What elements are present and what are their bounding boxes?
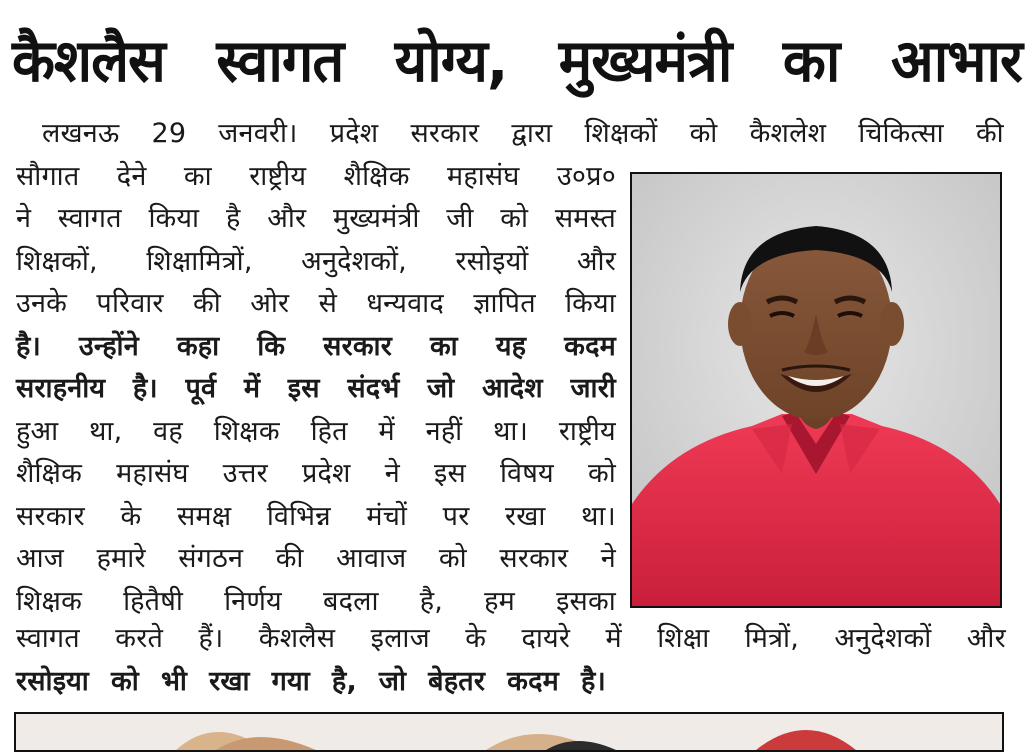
article-word: शिक्षकों, — [16, 246, 98, 277]
article-word: राष्ट्रीय — [558, 416, 616, 447]
article-word: विभिन्न — [266, 501, 331, 532]
article-word: शिक्षा — [657, 623, 710, 654]
article-word: उन्होंने — [78, 331, 139, 362]
article-word: देने — [116, 161, 147, 192]
article-word: को — [689, 118, 718, 149]
article-word: हुआ — [16, 416, 59, 447]
headline-word: कैशलैस — [12, 27, 165, 96]
article-word: में — [605, 623, 622, 654]
article-word: के — [120, 501, 142, 532]
article-word: सरकार — [16, 501, 85, 532]
article-word: ने — [600, 543, 616, 574]
article-word: संदर्भ — [347, 373, 400, 404]
article-line — [16, 454, 616, 494]
article-word: है। — [580, 666, 606, 697]
article-word: हितैषी — [123, 586, 184, 617]
article-line — [16, 412, 616, 452]
article-word: रसोइया — [16, 666, 89, 697]
article-word: कहा — [176, 331, 220, 362]
article-word: पर — [442, 501, 470, 532]
article-word: किया — [565, 288, 616, 319]
article-word: था। — [581, 501, 616, 532]
article-line — [16, 497, 616, 537]
article-word: की — [975, 118, 1004, 149]
article-word: आदेश — [481, 373, 543, 404]
article-word: का — [183, 161, 212, 192]
article-word: रखा — [209, 666, 250, 697]
article-word: हित — [310, 416, 348, 447]
article-word: शिक्षक — [213, 416, 280, 447]
article-word: कैशलेश — [749, 118, 827, 149]
article-word: लखनऊ — [42, 118, 120, 149]
article-line — [16, 582, 616, 622]
article-word: सरकार — [323, 331, 392, 362]
headline-word: आभार — [890, 27, 1022, 96]
article-word: महासंघ — [447, 161, 520, 192]
article-word: यह — [495, 331, 527, 362]
article-word: संगठन — [178, 543, 244, 574]
article-word: स्वागत — [16, 623, 80, 654]
article-word: 29 — [151, 118, 187, 149]
article-word: आज — [16, 543, 65, 574]
article-word: नहीं — [425, 416, 463, 447]
headline-word: का — [782, 27, 840, 96]
article-word: कि — [257, 331, 286, 362]
article-word: था, — [89, 416, 123, 447]
article-word: सरकार — [410, 118, 480, 149]
portrait-illustration — [632, 174, 1000, 606]
article-word: निर्णय — [224, 586, 282, 617]
article-word: जो — [427, 373, 455, 404]
article-word: शैक्षिक — [343, 161, 410, 192]
article-word: है, — [419, 586, 444, 617]
article-word: और — [576, 246, 616, 277]
article-word: इस — [434, 458, 466, 489]
article-word: प्रदेश — [301, 458, 351, 489]
bottom-photo-illustration — [16, 714, 1002, 750]
article-word: उ०प्र० — [556, 161, 616, 192]
article-word: भी — [160, 666, 188, 697]
article-word: किया — [148, 203, 200, 234]
article-word: मुख्यमंत्री — [332, 203, 420, 234]
article-word: करते — [115, 623, 164, 654]
article-word: जो — [378, 666, 407, 697]
article-word: के — [465, 623, 487, 654]
article-line — [16, 539, 616, 579]
article-word: शैक्षिक — [16, 458, 83, 489]
headline-word: स्वागत — [216, 27, 344, 96]
article-word: शिक्षकों — [584, 118, 658, 149]
article-word: कदम — [507, 666, 559, 697]
article-word: उत्तर — [222, 458, 268, 489]
article-word: और — [966, 623, 1006, 654]
article-word: कैशलैस — [258, 623, 336, 654]
article-word: ओर — [250, 288, 290, 319]
article-word: मंचों — [366, 501, 408, 532]
article-word: बेहतर — [428, 666, 486, 697]
article-word: हैं। — [198, 623, 224, 654]
article-word: है। — [16, 331, 41, 362]
article-word: परिवार — [96, 288, 164, 319]
article-word: रखा — [505, 501, 546, 532]
article-word: प्रदेश — [329, 118, 379, 149]
bottom-photo-strip — [14, 712, 1004, 752]
article-word: समक्ष — [176, 501, 232, 532]
article-word: हमारे — [96, 543, 146, 574]
article-line — [16, 327, 616, 367]
article-word: जनवरी। — [218, 118, 298, 149]
article-word: राष्ट्रीय — [249, 161, 307, 192]
article-word: अनुदेशकों — [834, 623, 932, 654]
article-word: ज्ञापित — [473, 288, 536, 319]
article-line — [16, 619, 1006, 659]
article-word: है — [225, 203, 241, 234]
article-line — [16, 157, 616, 197]
article-line — [16, 369, 616, 409]
article-word: हम — [484, 586, 516, 617]
article-word: जी — [446, 203, 474, 234]
article-word: गया — [271, 666, 310, 697]
headline-word: मुख्यमंत्री — [558, 27, 732, 96]
article-word: को — [500, 203, 529, 234]
article-word: स्वागत — [57, 203, 122, 234]
article-word: रसोइयों — [455, 246, 529, 277]
article-word: की — [192, 288, 221, 319]
article-word: है, — [331, 666, 357, 697]
article-word: शिक्षक — [16, 586, 83, 617]
article-word: वह — [153, 416, 183, 447]
article-word: इलाज — [370, 623, 430, 654]
article-word: सराहनीय — [16, 373, 106, 404]
article-word: जारी — [570, 373, 616, 404]
portrait-photo — [630, 172, 1002, 608]
article-word: कदम — [564, 331, 616, 362]
article-line — [16, 662, 1006, 702]
article-word: को — [438, 543, 467, 574]
article-word: सरकार — [499, 543, 569, 574]
article-word: विषय — [500, 458, 554, 489]
article-word: इसका — [556, 586, 616, 617]
article-word: को — [587, 458, 616, 489]
article-line — [16, 284, 616, 324]
article-word: द्वारा — [511, 118, 553, 149]
article-word: और — [267, 203, 307, 234]
article-word: उनके — [16, 288, 68, 319]
article-word: पूर्व — [185, 373, 217, 404]
article-word: समस्त — [554, 203, 616, 234]
article-word: का — [429, 331, 458, 362]
article-word: की — [275, 543, 304, 574]
article-word: को — [111, 666, 139, 697]
article-word: आवाज — [336, 543, 407, 574]
article-word: ने — [384, 458, 400, 489]
article-word: ने — [16, 203, 32, 234]
article-word: सौगात — [16, 161, 80, 192]
article-word: में — [243, 373, 261, 404]
article-word: मित्रों, — [744, 623, 799, 654]
article-word: अनुदेशकों, — [301, 246, 407, 277]
article-line — [42, 114, 1004, 154]
article-word: महासंघ — [116, 458, 189, 489]
article-word: बदला — [322, 586, 379, 617]
article-word: धन्यवाद — [366, 288, 444, 319]
headline-word: योग्य, — [394, 27, 508, 96]
headline — [12, 20, 1022, 104]
article-word: शिक्षामित्रों, — [146, 246, 253, 277]
article-word: था। — [493, 416, 529, 447]
article-line — [16, 242, 616, 282]
article-word: इस — [287, 373, 320, 404]
article-word: में — [378, 416, 395, 447]
article-word: है। — [132, 373, 158, 404]
article-word: से — [318, 288, 338, 319]
article-word: चिकित्सा — [858, 118, 944, 149]
top-cropped-fragment — [130, 0, 350, 6]
article-word: दायरे — [521, 623, 571, 654]
article-line — [16, 199, 616, 239]
